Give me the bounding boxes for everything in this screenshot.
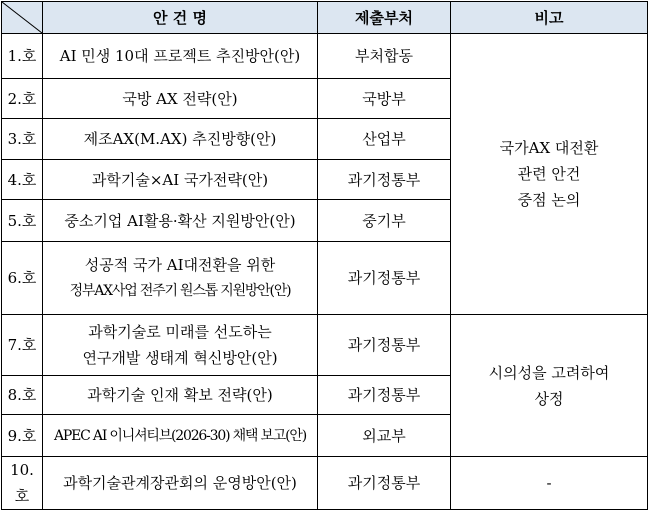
remark-group2: 시의성을 고려하여 상정 xyxy=(451,315,648,457)
item-number: 10.호 xyxy=(2,457,43,510)
item-title: 과학기술로 미래를 선도하는 연구개발 생태계 혁신방안(안) xyxy=(43,315,318,376)
item-number: 2.호 xyxy=(2,79,43,119)
header-title: 안 건 명 xyxy=(43,2,318,34)
item-dept: 과기정통부 xyxy=(318,160,451,200)
diagonal-line-icon xyxy=(2,2,42,33)
item-title: 과학기술 인재 확보 전략(안) xyxy=(43,376,318,415)
item-title: 성공적 국가 AI대전환을 위한 정부AX사업 전주기 원스톱 지원방안(안) xyxy=(43,242,318,315)
header-row xyxy=(2,2,648,34)
item-title: 중소기업 AI활용·확산 지원방안(안) xyxy=(43,200,318,242)
item-dept: 과기정통부 xyxy=(318,242,451,315)
header-remark: 비고 xyxy=(451,2,648,34)
item-dept: 국방부 xyxy=(318,79,451,119)
item-number: 1.호 xyxy=(2,34,43,79)
item-number: 4.호 xyxy=(2,160,43,200)
item-title: AI 민생 10대 프로젝트 추진방안(안) xyxy=(43,34,318,79)
item-title: 과학기술×AI 국가전략(안) xyxy=(43,160,318,200)
item-title: APEC AI 이니셔티브(2026-30) 채택 보고(안) xyxy=(43,415,318,457)
item-title: 국방 AX 전략(안) xyxy=(43,79,318,119)
item-dept: 외교부 xyxy=(318,415,451,457)
table-row xyxy=(2,457,648,510)
table-row xyxy=(2,34,648,79)
item-dept: 산업부 xyxy=(318,119,451,160)
item-number: 3.호 xyxy=(2,119,43,160)
item-title: 과학기술관계장관회의 운영방안(안) xyxy=(43,457,318,510)
item-dept: 과기정통부 xyxy=(318,315,451,376)
agenda-table xyxy=(1,1,648,510)
item-number: 9.호 xyxy=(2,415,43,457)
corner-cell xyxy=(2,2,43,34)
item-dept: 부처합동 xyxy=(318,34,451,79)
item-number: 7.호 xyxy=(2,315,43,376)
table-row xyxy=(2,315,648,376)
item-dept: 과기정통부 xyxy=(318,376,451,415)
remark-group1: 국가AX 대전환 관련 안건 중점 논의 xyxy=(451,34,648,315)
item-title: 제조AX(M.AX) 추진방향(안) xyxy=(43,119,318,160)
item-dept: 중기부 xyxy=(318,200,451,242)
remark-group3: - xyxy=(451,457,648,510)
item-number: 6.호 xyxy=(2,242,43,315)
header-dept: 제출부처 xyxy=(318,2,451,34)
item-number: 5.호 xyxy=(2,200,43,242)
item-number: 8.호 xyxy=(2,376,43,415)
item-dept: 과기정통부 xyxy=(318,457,451,510)
